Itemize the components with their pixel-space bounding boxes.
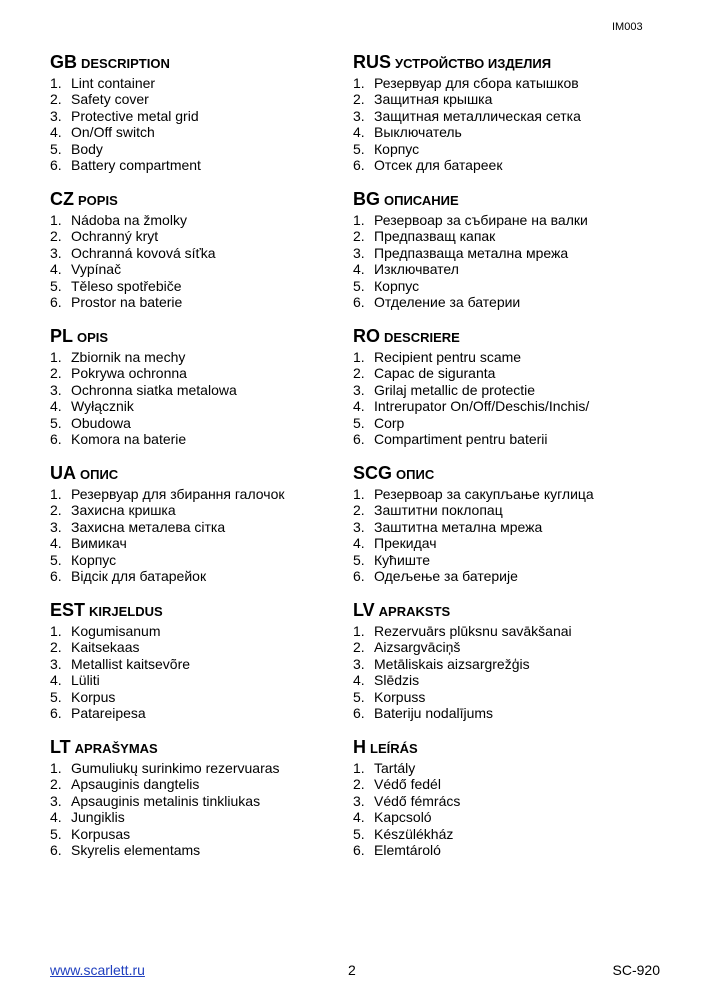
section-heading [353,188,656,210]
item-label: Metāliskais aizsargrežģis [374,655,530,672]
list-item [353,431,656,447]
item-number: 5. [353,140,365,157]
list-item [50,639,353,655]
language-code: RO [353,326,380,346]
item-label: Vypínač [71,261,122,278]
list-item [353,639,656,655]
item-label: Prostor na baterie [71,293,183,310]
item-number: 4. [353,261,365,278]
item-label: Body [71,140,103,157]
list-item [50,535,353,551]
section-title: OPIS [77,330,109,345]
item-label: Lint container [71,75,156,91]
parts-list [50,486,353,584]
list-item [353,793,656,809]
website-link[interactable]: www.scarlett.ru [50,962,145,978]
item-number: 6. [353,156,365,173]
item-number: 4. [353,398,365,415]
list-item [50,365,353,381]
item-label: Pokrywa ochronna [71,365,187,382]
item-number: 4. [50,809,62,826]
list-item [50,826,353,842]
item-label: Ochronna siatka metalowa [71,381,237,398]
section-title: DESCRIERE [384,330,460,345]
list-item [353,108,656,124]
list-item [50,294,353,310]
item-label: Защитная металлическая сетка [374,107,581,124]
list-item [353,245,656,261]
language-code: UA [50,463,76,483]
item-label: Intrerupator On/Off/Deschis/Inchis/ [374,398,590,415]
item-label: Recipient pentru scame [374,349,522,365]
item-label: Защитная крышка [374,91,493,108]
item-number: 2. [353,91,365,108]
list-item [50,486,353,502]
item-number: 4. [353,809,365,826]
list-item [353,776,656,792]
item-number: 3. [353,107,365,124]
parts-list [50,212,353,310]
right-column [353,51,656,873]
list-item [50,278,353,294]
item-number: 3. [353,655,365,672]
item-label: Metallist kaitsevõre [71,655,191,672]
list-item [353,228,656,244]
list-item [50,793,353,809]
item-number: 6. [50,567,62,584]
item-number: 6. [353,293,365,310]
item-label: On/Off switch [71,124,155,141]
item-label: Кућиште [374,551,431,568]
item-label: Корпус [374,277,420,294]
item-number: 1. [353,623,365,639]
item-label: Вимикач [71,535,127,552]
item-label: Bateriju nodalījums [374,704,494,721]
item-label: Apsauginis dangtelis [71,776,200,793]
item-number: 5. [353,414,365,431]
list-item [50,91,353,107]
section-title: APRAŠYMAS [74,741,158,756]
item-label: Lüliti [71,672,100,689]
section-ua [50,462,353,599]
section-gb [50,51,353,188]
list-item [50,656,353,672]
item-label: Резервоар за сакупљање куглица [374,486,594,502]
item-number: 4. [50,535,62,552]
list-item [50,261,353,277]
list-item [353,826,656,842]
item-label: Резервоар за събиране на валки [374,212,588,228]
section-title: УСТРОЙСТВО ИЗДЕЛИЯ [395,56,552,71]
language-code: H [353,737,366,757]
list-item [353,382,656,398]
item-number: 6. [50,293,62,310]
section-cz [50,188,353,325]
item-number: 6. [50,841,62,858]
language-code: CZ [50,189,74,209]
item-number: 3. [353,792,365,809]
section-title: ОПИС [80,467,119,482]
list-item [50,108,353,124]
parts-list [50,349,353,447]
list-item [353,705,656,721]
list-item [50,519,353,535]
item-label: Slēdzis [374,672,420,689]
list-item [353,809,656,825]
list-item [353,157,656,173]
section-heading [50,736,353,758]
item-number: 3. [50,381,62,398]
item-label: Korpusas [71,825,131,842]
item-label: Obudowa [71,414,131,431]
item-number: 2. [50,502,62,519]
list-item [50,431,353,447]
list-item [353,689,656,705]
item-label: Elemtároló [374,841,441,858]
item-label: Jungiklis [71,809,125,826]
item-label: Резервуар для збирання галочок [71,486,285,502]
item-number: 5. [50,277,62,294]
list-item [50,228,353,244]
item-number: 4. [50,261,62,278]
language-code: LV [353,600,375,620]
section-title: DESCRIPTION [81,56,170,71]
list-item [50,705,353,721]
item-label: Одељење за батерије [374,567,518,584]
item-number: 4. [353,672,365,689]
item-label: Kapcsoló [374,809,432,826]
item-label: Заштитни поклопац [374,502,503,519]
item-label: Nádoba na žmolky [71,212,187,228]
item-number: 6. [353,841,365,858]
item-label: Korpuss [374,688,426,705]
section-title: KIRJELDUS [89,604,163,619]
item-number: 5. [353,688,365,705]
section-rus [353,51,656,188]
list-item [353,141,656,157]
item-number: 1. [353,486,365,502]
item-number: 1. [50,212,62,228]
item-label: Zbiornik na mechy [71,349,186,365]
section-title: ОПИС [396,467,435,482]
item-label: Прекидач [374,535,437,552]
left-column [50,51,353,873]
section-title: APRAKSTS [378,604,451,619]
section-heading [50,462,353,484]
item-number: 5. [353,277,365,294]
parts-list [50,760,353,858]
list-item [353,552,656,568]
language-code: EST [50,600,86,620]
item-label: Corp [374,414,405,431]
item-label: Battery compartment [71,156,201,173]
list-item [353,261,656,277]
item-number: 1. [50,760,62,776]
section-lt [50,736,353,873]
language-code: GB [50,52,77,72]
list-item [50,141,353,157]
item-label: Gumuliukų surinkimo rezervuaras [71,760,280,776]
item-number: 1. [50,623,62,639]
item-number: 3. [50,107,62,124]
parts-list [353,212,656,310]
item-label: Заштитна метална мрежа [374,518,543,535]
list-item [50,157,353,173]
item-label: Rezervuārs plūksnu savākšanai [374,623,572,639]
parts-list [50,623,353,721]
parts-list [50,75,353,173]
list-item [353,486,656,502]
item-label: Wyłącznik [71,398,134,415]
item-number: 6. [50,704,62,721]
item-number: 6. [353,430,365,447]
section-ro [353,325,656,462]
item-number: 2. [353,228,365,245]
list-item [353,568,656,584]
item-number: 4. [353,535,365,552]
list-item [353,294,656,310]
item-number: 5. [353,825,365,842]
list-item [50,842,353,858]
list-item [353,365,656,381]
language-code: PL [50,326,74,346]
item-label: Захисна металева сітка [71,518,226,535]
list-item [50,415,353,431]
item-label: Предпазваща метална мрежа [374,244,569,261]
item-label: Safety cover [71,91,149,108]
list-item [353,760,656,776]
list-item [353,535,656,551]
item-label: Корпус [374,140,420,157]
item-label: Apsauginis metalinis tinkliukas [71,792,261,809]
list-item [50,398,353,414]
section-lv [353,599,656,736]
item-label: Корпус [71,551,117,568]
section-heading [50,599,353,621]
item-label: Protective metal grid [71,107,199,124]
item-number: 1. [50,486,62,502]
item-number: 5. [50,414,62,431]
section-heading [353,462,656,484]
list-item [353,75,656,91]
language-code: LT [50,737,71,757]
item-number: 4. [50,398,62,415]
parts-list [353,349,656,447]
item-number: 2. [50,776,62,793]
item-label: Захисна кришка [71,502,176,519]
parts-list [353,623,656,721]
item-number: 2. [50,639,62,656]
language-code: SCG [353,463,393,483]
section-heading [353,51,656,73]
section-title: LEÍRÁS [370,741,418,756]
item-number: 3. [50,655,62,672]
section-est [50,599,353,736]
list-item [50,75,353,91]
list-item [353,502,656,518]
list-item [50,689,353,705]
item-number: 5. [50,688,62,705]
list-item [50,776,353,792]
item-label: Komora na baterie [71,430,187,447]
item-label: Skyrelis elementams [71,841,201,858]
item-label: Kogumisanum [71,623,161,639]
document-code: IM003 [612,21,643,33]
item-label: Aizsargvāciņš [374,639,461,656]
item-number: 2. [50,91,62,108]
list-item [353,212,656,228]
item-number: 6. [50,156,62,173]
list-item [353,623,656,639]
item-label: Korpus [71,688,116,705]
section-heading [353,736,656,758]
item-number: 4. [353,124,365,141]
section-bg [353,188,656,325]
item-number: 5. [353,551,365,568]
item-label: Kaitsekaas [71,639,140,656]
item-label: Выключатель [374,124,462,141]
item-number: 1. [50,75,62,91]
section-title: POPIS [78,193,118,208]
item-label: Изключвател [374,261,459,278]
item-number: 1. [353,760,365,776]
model-number: SC-920 [612,962,660,978]
item-number: 1. [353,349,365,365]
item-label: Tartály [374,760,416,776]
item-number: 6. [50,430,62,447]
item-number: 2. [50,228,62,245]
section-pl [50,325,353,462]
list-item [50,245,353,261]
parts-list [353,486,656,584]
item-number: 4. [50,124,62,141]
list-item [353,91,656,107]
section-title: ОПИСАНИЕ [384,193,459,208]
list-item [353,124,656,140]
language-code: RUS [353,52,392,72]
page-number: 2 [348,962,356,978]
list-item [50,382,353,398]
parts-list [353,760,656,858]
list-item [50,672,353,688]
item-label: Ochranný kryt [71,228,159,245]
item-label: Těleso spotřebiče [71,277,182,294]
list-item [353,349,656,365]
list-item [50,809,353,825]
item-number: 5. [50,140,62,157]
page-footer [50,962,660,982]
item-number: 1. [353,212,365,228]
section-heading [50,325,353,347]
list-item [353,398,656,414]
section-heading [353,325,656,347]
item-number: 2. [353,639,365,656]
item-label: Compartiment pentru baterii [374,430,548,447]
section-heading [50,188,353,210]
list-item [50,124,353,140]
list-item [353,656,656,672]
item-label: Ochranná kovová síťka [71,244,216,261]
parts-list [353,75,656,173]
item-number: 2. [50,365,62,382]
item-label: Резервуар для сбора катышков [374,75,579,91]
item-number: 3. [353,244,365,261]
list-item [50,623,353,639]
item-number: 3. [50,244,62,261]
item-label: Предпазващ капак [374,228,496,245]
list-item [50,760,353,776]
list-item [353,278,656,294]
list-item [353,415,656,431]
item-number: 6. [353,704,365,721]
item-number: 2. [353,776,365,793]
item-label: Відсік для батарейок [71,567,207,584]
section-heading [50,51,353,73]
item-label: Készülékház [374,825,454,842]
item-number: 2. [353,365,365,382]
item-label: Grilaj metallic de protectie [374,381,536,398]
item-label: Védő fémrács [374,792,461,809]
item-label: Capac de siguranta [374,365,496,382]
list-item [50,502,353,518]
item-number: 2. [353,502,365,519]
item-number: 1. [50,349,62,365]
list-item [50,349,353,365]
section-scg [353,462,656,599]
content-columns [50,51,670,873]
list-item [353,672,656,688]
list-item [50,568,353,584]
list-item [353,519,656,535]
item-number: 5. [50,551,62,568]
list-item [50,552,353,568]
item-number: 6. [353,567,365,584]
section-heading [353,599,656,621]
item-number: 3. [50,792,62,809]
item-label: Védő fedél [374,776,441,793]
item-label: Patareipesa [71,704,146,721]
item-label: Отсек для батареек [374,156,503,173]
item-number: 1. [353,75,365,91]
item-label: Отделение за батерии [374,293,521,310]
section-h [353,736,656,873]
item-number: 3. [353,381,365,398]
item-number: 3. [353,518,365,535]
item-number: 3. [50,518,62,535]
language-code: BG [353,189,380,209]
item-number: 5. [50,825,62,842]
list-item [50,212,353,228]
list-item [353,842,656,858]
item-number: 4. [50,672,62,689]
